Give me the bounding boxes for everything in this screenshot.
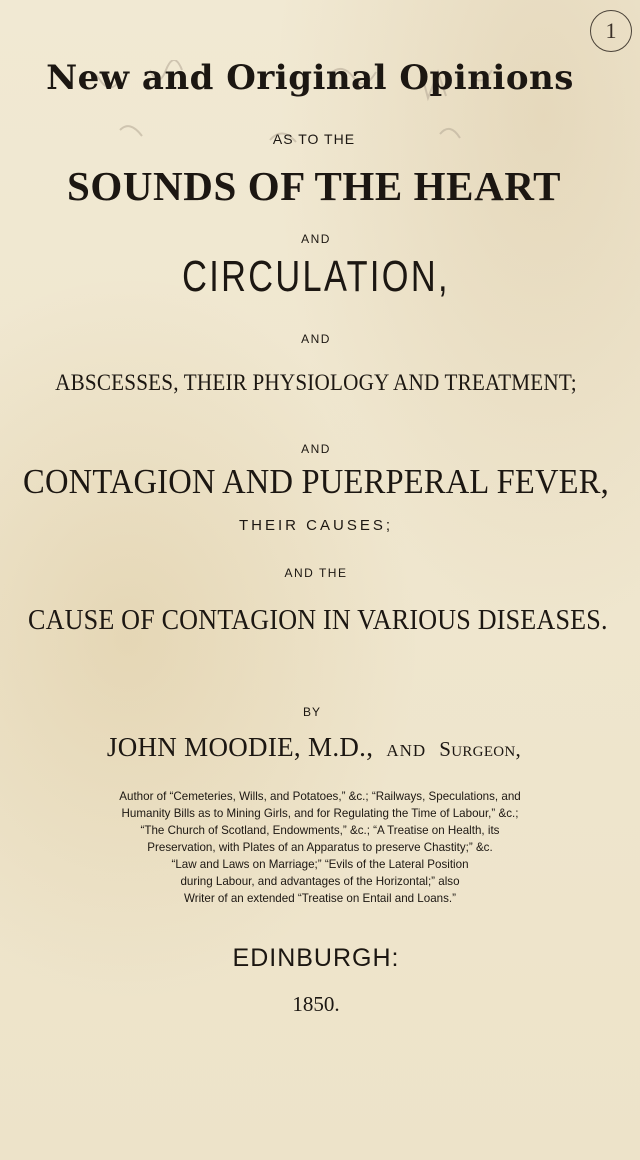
imprint-place: EDINBURGH:	[232, 944, 400, 972]
and-divider-3: AND	[301, 442, 331, 456]
abscesses-title: ABSCESSES, THEIR PHYSIOLOGY AND TREATMENT;	[55, 370, 577, 395]
and-divider-2: AND	[301, 332, 331, 346]
works-line: “The Church of Scotland, Endowments,” &c.; “A Treatise on Health, its	[140, 824, 500, 837]
author-conjunction: AND	[386, 741, 427, 760]
blackletter-heading: New and Original Opinions	[46, 58, 574, 98]
page-number-circle: 1	[590, 10, 632, 52]
by-label: BY	[302, 705, 321, 719]
works-line: Humanity Bills as to Mining Girls, and for Regulating the Time of Labour,” &c.;	[121, 807, 519, 820]
works-line: Author of “Cemeteries, Wills, and Potatoes,” &c.; “Railways, Speculations, and	[119, 790, 521, 803]
works-line: Preservation, with Plates of an Apparatus to preserve Chastity;” &c.	[147, 841, 493, 854]
author-role: Surgeon,	[439, 737, 522, 761]
author-name: JOHN MOODIE, M.D.,	[106, 732, 374, 762]
cause-of-contagion-title: CAUSE OF CONTAGION IN VARIOUS DISEASES.	[28, 604, 608, 636]
and-the-label: AND THE	[284, 566, 348, 580]
author-works-list	[30, 788, 610, 907]
author-line	[0, 732, 634, 763]
circulation-title: CIRCULATION,	[182, 252, 450, 301]
works-line: “Law and Laws on Marriage;” “Evils of the Lateral Position	[171, 858, 469, 871]
and-divider-1: AND	[301, 232, 331, 246]
works-line: during Labour, and advantages of the Horizontal;” also	[180, 875, 460, 888]
main-title: SOUNDS OF THE HEART	[66, 163, 562, 209]
as-to-the-label: AS TO THE	[272, 131, 356, 147]
works-line: Writer of an extended “Treatise on Entail and Loans.”	[184, 892, 456, 905]
contagion-title: CONTAGION AND PUERPERAL FEVER,	[23, 462, 609, 501]
imprint-year: 1850.	[292, 992, 340, 1016]
causes-subtitle: THEIR CAUSES;	[238, 517, 394, 534]
